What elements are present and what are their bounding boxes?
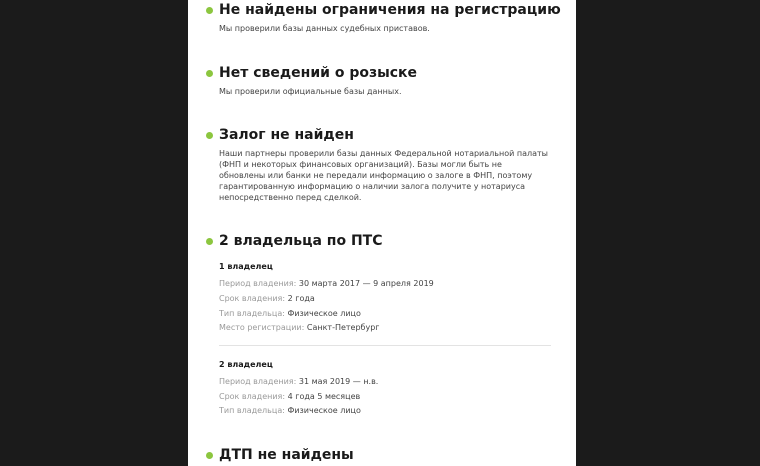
owner-row [219,309,361,318]
row-value: Санкт-Петербург [306,323,380,332]
row-value: 30 марта 2017 — 9 апреля 2019 [298,279,434,288]
section-text: Наши партнеры проверили базы данных Федеральной нотариальной палаты (ФНП и некоторых финансовых организаций). Базы могли быть не обновлены или банки не передали информацию о залоге в ФНП, поэтому гарантированную информацию о наличии залога получите у нотариуса непосредственно перед сделкой. [219,149,548,202]
section-title: Не найдены ограничения на регистрацию [219,2,561,18]
section-title: Нет сведений о розыске [219,65,418,81]
row-label: Срок владения: [219,392,286,401]
green-bullet-icon [206,7,213,14]
row-label: Тип владельца: [219,309,285,318]
green-bullet-icon [206,452,213,459]
row-value: Физическое лицо [287,406,361,415]
green-bullet-icon [206,132,213,139]
section-title: ДТП не найдены [219,447,354,463]
row-label: Срок владения: [219,294,286,303]
report-panel [188,0,576,466]
row-value: 31 мая 2019 — н.в. [298,377,379,386]
section-text: Мы проверили базы данных судебных приставов. [219,24,430,33]
section-text: Мы проверили официальные базы данных. [219,87,402,96]
row-label: Тип владельца: [219,406,285,415]
owner-title: 2 владелец [219,360,273,369]
section-title: Залог не найден [219,127,354,143]
green-bullet-icon [206,238,213,245]
row-value: 2 года [287,294,315,303]
row-label: Период владения: [219,377,297,386]
row-value: 4 года 5 месяцев [287,392,361,401]
owner-row [219,406,361,415]
owner-row [219,392,360,401]
owner-title: 1 владелец [219,262,273,271]
row-value: Физическое лицо [287,309,361,318]
row-label: Место регистрации: [219,323,305,332]
owner-row [219,377,378,386]
owner-row [219,294,315,303]
owner-divider [219,345,551,346]
row-label: Период владения: [219,279,297,288]
green-bullet-icon [206,70,213,77]
section-title: 2 владельца по ПТС [219,233,383,249]
owner-row [219,279,434,288]
owner-row [219,323,380,332]
